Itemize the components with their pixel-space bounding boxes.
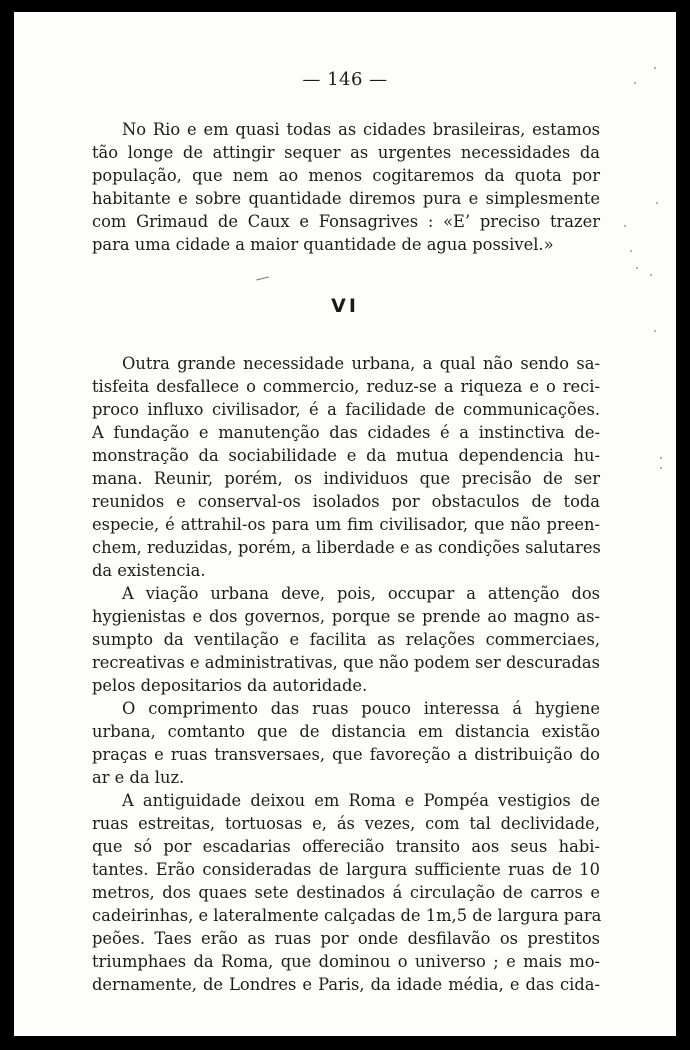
text-line: hygienistas e dos governos, porque se prende ao magno as- bbox=[92, 607, 600, 626]
scan-speck bbox=[654, 330, 656, 332]
text-line: O comprimento das ruas pouco interessa á hygiene bbox=[122, 699, 600, 718]
section-heading: VI bbox=[331, 295, 359, 317]
text-line: mana. Reunir, porém, os individuos que precisão de ser bbox=[92, 469, 600, 488]
text-line: peões. Taes erão as ruas por onde desfilavão os prestitos bbox=[92, 929, 600, 948]
text-line: triumphaes da Roma, que dominou o universo ; e mais mo- bbox=[92, 952, 600, 971]
text-line: recreativas e administrativas, que não podem ser descuradas bbox=[92, 653, 600, 672]
scan-speck bbox=[654, 67, 656, 69]
text-line: ar e da luz. bbox=[92, 768, 185, 787]
text-line: Outra grande necessidade urbana, a qual não sendo sa- bbox=[122, 354, 600, 373]
text-line: praças e ruas transversaes, que favoreção a distribuição do bbox=[92, 745, 600, 764]
scan-speck bbox=[636, 267, 638, 269]
scan-speck bbox=[660, 457, 662, 459]
text-line: sumpto da ventilação e facilita as relações commerciaes, bbox=[92, 630, 600, 649]
text-line: No Rio e em quasi todas as cidades brasileiras, estamos bbox=[122, 120, 600, 139]
text-line: da existencia. bbox=[92, 561, 206, 580]
text-line: chem, reduzidas, porém, a liberdade e as condições salutares bbox=[92, 538, 601, 557]
text-line: população, que nem ao menos cogitaremos da quota por bbox=[92, 166, 600, 185]
text-line: ruas estreitas, tortuosas e, ás vezes, com tal declividade, bbox=[92, 814, 600, 833]
text-line: habitante e sobre quantidade diremos pura e simplesmente bbox=[92, 189, 600, 208]
text-line: tisfeita desfallece o commercio, reduz-se a riqueza e o reci- bbox=[92, 377, 600, 396]
scan-speck bbox=[656, 202, 658, 204]
page-number: — 146 — bbox=[302, 69, 388, 90]
text-line: pelos depositarios da autoridade. bbox=[92, 676, 368, 695]
text-line: tão longe de attingir sequer as urgentes necessidades da bbox=[92, 143, 600, 162]
text-line: para uma cidade a maior quantidade de agua possivel.» bbox=[92, 235, 554, 254]
scan-speck bbox=[624, 225, 626, 227]
scan-speck bbox=[630, 250, 632, 252]
text-line: tantes. Erão consideradas de largura sufficiente ruas de 10 bbox=[92, 860, 600, 879]
book-page bbox=[14, 12, 676, 1036]
stray-mark bbox=[256, 276, 269, 280]
scan-speck bbox=[634, 82, 636, 84]
text-line: proco influxo civilisador, é a facilidade de communicações. bbox=[92, 400, 600, 419]
text-line: dernamente, de Londres e Paris, da idade média, e das cida- bbox=[92, 975, 600, 994]
scan-speck bbox=[660, 467, 662, 469]
text-line: urbana, comtanto que de distancia em distancia existão bbox=[92, 722, 600, 741]
text-line: A fundação e manutenção das cidades é a instinctiva de- bbox=[92, 423, 600, 442]
text-line: cadeirinhas, e lateralmente calçadas de 1m,5 de largura para bbox=[92, 906, 602, 925]
text-line: reunidos e conserval-os isolados por obstaculos de toda bbox=[92, 492, 600, 511]
text-line: A antiguidade deixou em Roma e Pompéa vestigios de bbox=[122, 791, 600, 810]
text-line: monstração da sociabilidade e da mutua dependencia hu- bbox=[92, 446, 600, 465]
text-line: com Grimaud de Caux e Fonsagrives : «E’ preciso trazer bbox=[92, 212, 600, 231]
text-line: A viação urbana deve, pois, occupar a attenção dos bbox=[122, 584, 600, 603]
scan-speck bbox=[650, 274, 652, 276]
text-line: que só por escadarias offerecião transito aos seus habi- bbox=[92, 837, 600, 856]
text-line: metros, dos quaes sete destinados á circulação de carros e bbox=[92, 883, 600, 902]
text-line: especie, é attrahil-os para um fim civilisador, que não preen- bbox=[92, 515, 600, 534]
